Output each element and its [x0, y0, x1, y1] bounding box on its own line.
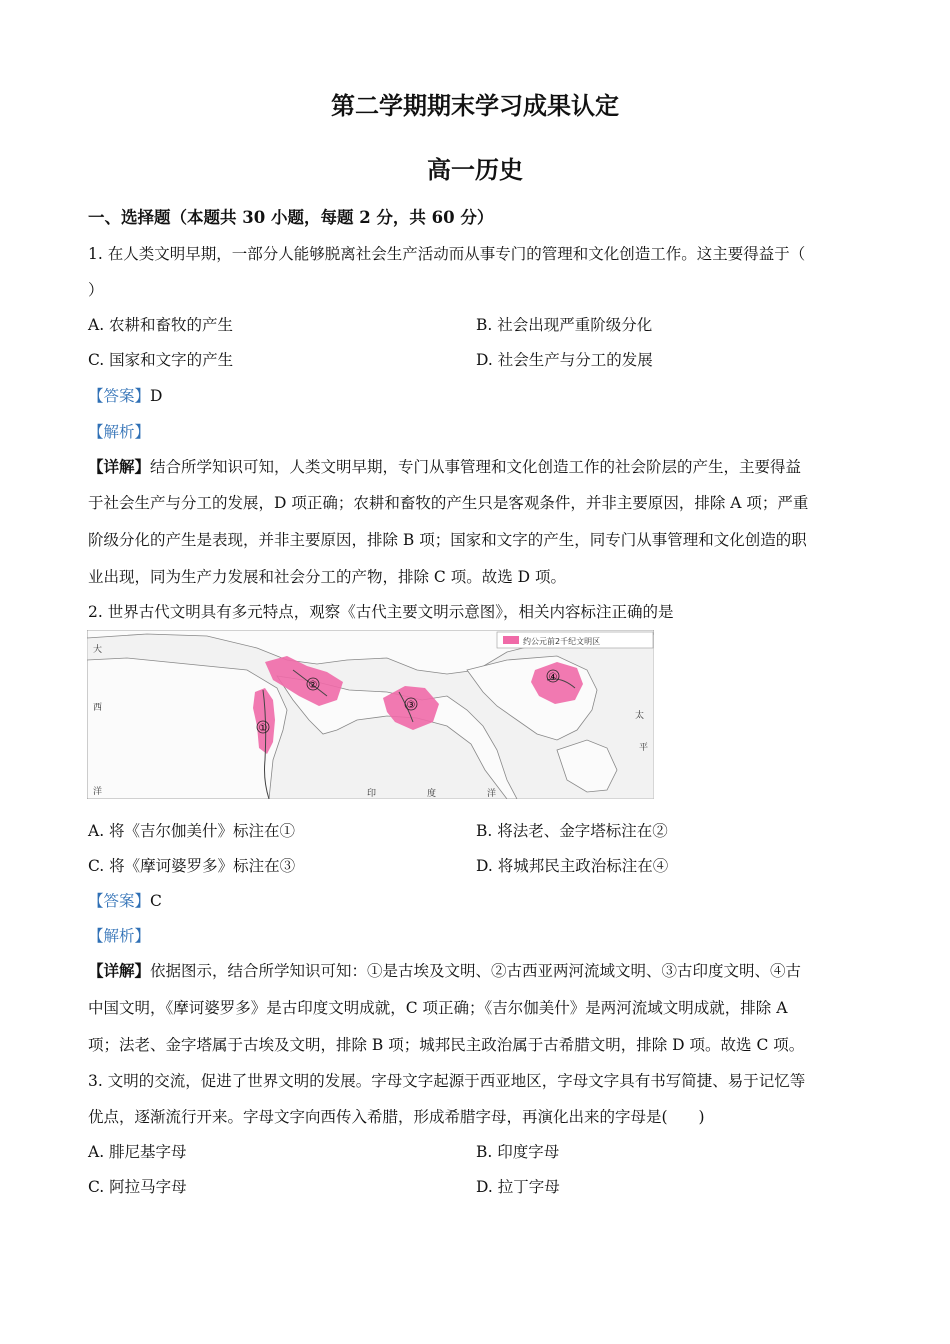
q1-detail-line-3: 阶级分化的产生是表现，并非主要原因，排除 B 项；国家和文字的产生，同专门从事管理和文化创造的职	[88, 531, 807, 549]
q3-option-a: A. 腓尼基字母	[88, 1143, 187, 1161]
marker-3-label: ③	[406, 700, 416, 711]
marker-2-label: ②	[308, 680, 318, 691]
q2-detail-text-1: 依据图示，结合所学知识可知：①是古埃及文明、②古西亚两河流域文明、③古印度文明、④古	[150, 962, 802, 980]
q2-stem: 2. 世界古代文明具有多元特点，观察《古代主要文明示意图》，相关内容标注正确的是	[88, 603, 674, 621]
map-text-yang-2: 洋	[487, 789, 497, 799]
q1-stem-line-1: 1. 在人类文明早期，一部分人能够脱离社会生产活动而从事专门的管理和文化创造工作。这主要得益于（	[88, 245, 806, 263]
q1-answer	[88, 384, 162, 406]
q2-detail-line-2: 中国文明，《摩诃婆罗多》是古印度文明成就，C 项正确；《吉尔伽美什》是两河流域文明成就，排除 A	[88, 999, 788, 1017]
map-text-du: 度	[427, 789, 437, 799]
q3-option-b: B. 印度字母	[476, 1143, 560, 1161]
q2-answer-tag: 【答案】	[88, 892, 151, 910]
q2-option-b: B. 将法老、金字塔标注在②	[476, 822, 668, 840]
legend-swatch	[503, 636, 519, 644]
q1-detail-line-1	[88, 455, 801, 477]
q1-option-b: B. 社会出现严重阶级分化	[476, 316, 653, 334]
q2-option-a: A. 将《吉尔伽美什》标注在①	[88, 822, 296, 840]
legend-label: 约公元前2千纪文明区	[523, 637, 601, 646]
map-text-tai: 太	[635, 711, 645, 721]
map-legend	[497, 632, 653, 648]
q2-detail-line-3: 项；法老、金字塔属于古埃及文明，排除 B 项；城邦民主政治属于古希腊文明，排除 D 项。故选 C 项。	[88, 1036, 805, 1054]
map-text-ping: 平	[639, 743, 649, 753]
q3-option-c: C. 阿拉马字母	[88, 1178, 187, 1196]
q1-option-a: A. 农耕和畜牧的产生	[88, 316, 234, 334]
q3-stem-line-1: 3. 文明的交流，促进了世界文明的发展。字母文字起源于西亚地区，字母文字具有书写简捷、易于记忆等	[88, 1072, 806, 1090]
page-title: 第二学期期末学习成果认定	[331, 91, 619, 120]
marker-4	[547, 670, 559, 683]
marker-1	[257, 721, 269, 734]
q1-option-d: D. 社会生产与分工的发展	[476, 351, 653, 369]
q3-stem-line-2: 优点，逐渐流行开来。字母文字向西传入希腊，形成希腊字母，再演化出来的字母是( )	[88, 1108, 705, 1126]
q1-detail-text-1: 结合所学知识可知，人类文明早期，专门从事管理和文化创造工作的社会阶层的产生，主要得益	[150, 458, 802, 476]
page-subtitle: 高一历史	[427, 155, 523, 184]
marker-1-label: ①	[258, 723, 268, 734]
marker-4-label: ④	[548, 672, 558, 683]
map-text-yin: 印	[367, 789, 377, 799]
q2-answer-value: C	[150, 892, 162, 910]
q1-answer-tag: 【答案】	[88, 387, 151, 405]
map-text-yang: 洋	[93, 787, 103, 797]
q1-answer-value: D	[150, 387, 163, 405]
q2-detail-line-1	[88, 959, 801, 981]
section-heading: 一、选择题（本题共 30 小题，每题 2 分，共 60 分）	[88, 208, 494, 227]
q1-detail-line-4: 业出现，同为生产力发展和社会分工的产物，排除 C 项。故选 D 项。	[88, 568, 566, 586]
q1-detail-tag: 【详解】	[88, 457, 151, 476]
q1-option-c: C. 国家和文字的产生	[88, 351, 234, 369]
map-text-xi: 西	[93, 703, 103, 713]
q2-detail-tag: 【详解】	[88, 961, 151, 980]
ancient-civilizations-map	[87, 630, 654, 799]
q1-analysis-tag: 【解析】	[88, 423, 151, 441]
q2-option-d: D. 将城邦民主政治标注在④	[476, 857, 669, 875]
q1-detail-line-2: 于社会生产与分工的发展，D 项正确；农耕和畜牧的产生只是客观条件，并非主要原因，排除 A 项；严重	[88, 494, 809, 512]
q2-option-c: C. 将《摩诃婆罗多》标注在③	[88, 857, 296, 875]
marker-3	[405, 698, 417, 711]
map-text-da: 大	[93, 645, 103, 655]
q1-stem-line-2: ）	[88, 281, 104, 299]
q2-analysis-tag: 【解析】	[88, 927, 151, 945]
q3-option-d: D. 拉丁字母	[476, 1178, 560, 1196]
q2-answer	[88, 889, 162, 911]
marker-2	[307, 678, 319, 691]
